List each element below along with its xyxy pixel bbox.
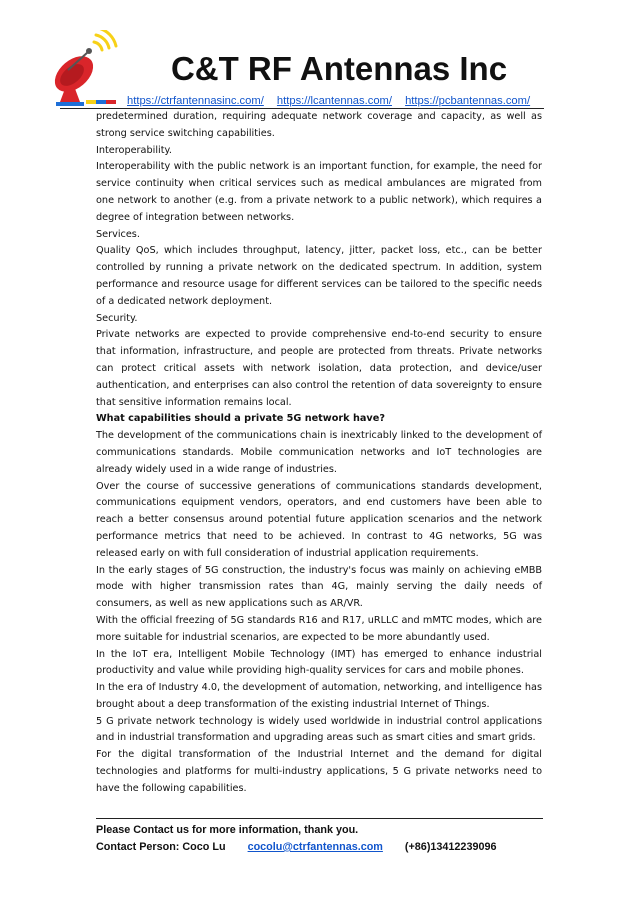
body-paragraph: 5 G private network technology is widely used worldwide in industrial control applications and in industrial transformation and upgrading areas such as smart cities and smart grids.	[96, 715, 542, 744]
body-paragraph: Interoperability with the public network is an important function, for example, the need for service continuity when critical services such as medical ambulances are migrated from one network to another (e.g. from a private network to a public network), which requires a degree of integration between networks.	[96, 161, 542, 223]
body-paragraph: In the era of Industry 4.0, the development of automation, networking, and intelligence has brought about a deep transformation of the existing industrial Internet of Things.	[96, 682, 542, 710]
signal-waves-icon	[94, 30, 116, 50]
body-paragraph: With the official freezing of 5G standards R16 and R17, uRLLC and mMTC modes, which are more suitable for industrial scenarios, are expected to be more abundantly used.	[96, 614, 542, 643]
body-paragraph: In the IoT era, Intelligent Mobile Technology (IMT) has emerged to enhance industrial productivity and value while providing high-quality services for cars and mobile phones.	[96, 648, 542, 677]
section-heading: What capabilities should a private 5G network have?	[96, 413, 385, 425]
body-paragraph: In the early stages of 5G construction, the industry's focus was mainly on achieving eMBB mode with higher transmission rates than 4G, mainly serving the daily needs of consumers, as well as new applications such as AR/VR.	[96, 564, 542, 610]
body-paragraph: Services.	[96, 228, 140, 240]
body-paragraph: Security.	[96, 312, 138, 324]
body-paragraph: For the digital transformation of the Industrial Internet and the demand for digital technologies and platforms for multi-industry applications, 5 G private networks need to have the following capabilities.	[96, 749, 542, 794]
contact-email-link[interactable]: cocolu@ctrfantennas.com	[247, 841, 383, 853]
contact-prompt: Please Contact us for more information, thank you.	[96, 824, 359, 836]
website-link[interactable]: https://lcantennas.com/	[276, 95, 392, 107]
body-paragraph: predetermined duration, requiring adequate network coverage and capacity, as well as strong service switching capabilities.	[96, 111, 542, 139]
body-paragraph: The development of the communications chain is inextricably linked to the development of communications standards. Mobile communication networks and IoT technologies are already widely used in a wide range of industries.	[96, 430, 542, 475]
company-name: C&T RF Antennas Inc	[170, 50, 508, 87]
website-link[interactable]: https://pcbantennas.com/	[405, 95, 531, 107]
contact-person: Contact Person: Coco Lu	[96, 841, 226, 853]
document-body	[96, 109, 542, 798]
footer	[96, 822, 496, 856]
website-link[interactable]: https://ctrfantennasinc.com/	[127, 95, 264, 107]
footer-divider	[96, 818, 543, 819]
contact-phone: (+86)13412239096	[404, 841, 497, 853]
body-paragraph: Interoperability.	[96, 144, 172, 156]
body-paragraph: Quality QoS, which includes throughput, latency, jitter, packet loss, etc., can be better controlled by running a private network on the dedicated spectrum. In addition, system performance and resource usage for different services can be tailored to the specific needs of a dedicated network deployment.	[96, 245, 542, 307]
connector-cable-icon	[86, 100, 116, 104]
body-paragraph: Over the course of successive generations of communications standards development, communications equipment vendors, operators, and end customers have been able to reach a better consensus around potential future application scenarios and the network performance metrics that need to be achieved. In contrast to 4G networks, 5G was released early on with full consideration of industrial application requirements.	[96, 480, 542, 559]
website-links	[127, 94, 540, 108]
body-paragraph: Private networks are expected to provide comprehensive end-to-end security to ensure that information, infrastructure, and people are protected from threats. Private networks can protect critical assets with network isolation, data protection, and device/user authentication, and enterprises can also control the retention of data sovereignty to ensure that sensitive information remains local.	[96, 329, 542, 408]
